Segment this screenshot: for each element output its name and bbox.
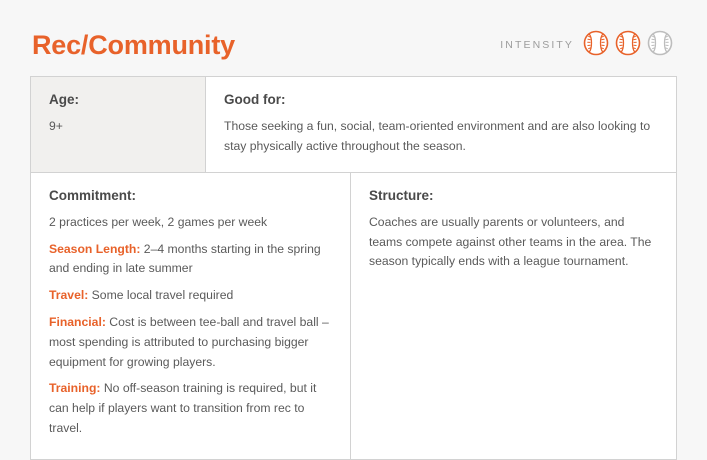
intensity-balls xyxy=(583,30,673,61)
baseball-icon-filled-2 xyxy=(615,30,641,61)
financial-text: Cost is between tee-ball and travel ball – most spending is attributed to purchasing bigger equipment for growing players. xyxy=(49,314,329,369)
cell-age xyxy=(31,77,206,172)
info-table xyxy=(30,76,677,460)
good-for-text: Those seeking a fun, social, team-oriented environment and are also looking to stay physically active throughout the season. xyxy=(224,119,651,153)
commitment-item-travel xyxy=(49,286,333,306)
cell-good-for xyxy=(206,77,676,172)
page-title: Rec/Community xyxy=(32,29,235,60)
baseball-icon-filled-1 xyxy=(583,30,609,61)
good-for-heading: Good for: xyxy=(224,92,286,107)
table-row-top xyxy=(31,77,676,173)
training-text: No off-season training is required, but it can help if players want to transition from rec to travel. xyxy=(49,381,317,435)
season-length-text: 2–4 months starting in the spring and ending in late summer xyxy=(49,241,321,276)
training-label: Training: xyxy=(49,381,101,396)
commitment-item-financial xyxy=(49,313,333,372)
travel-text: Some local travel required xyxy=(88,288,234,303)
commitment-item-training xyxy=(49,379,333,438)
cell-commitment xyxy=(31,173,351,459)
season-length-label: Season Length: xyxy=(49,241,141,256)
age-heading: Age: xyxy=(49,92,79,107)
commitment-item-season-length xyxy=(49,240,333,280)
commitment-heading: Commitment: xyxy=(49,187,136,203)
commitment-line-1: 2 practices per week, 2 games per week xyxy=(49,214,268,229)
cell-structure xyxy=(351,173,676,459)
card-header xyxy=(30,22,677,68)
structure-text: Coaches are usually parents or volunteers, and teams compete against other teams in the area. The season typically ends with a league tournament. xyxy=(369,214,652,269)
intensity-meter xyxy=(500,30,677,61)
financial-label: Financial: xyxy=(49,314,106,329)
table-row-bottom xyxy=(31,173,676,459)
age-value: 9+ xyxy=(49,119,63,134)
baseball-icon-empty-3 xyxy=(647,30,673,61)
structure-heading: Structure: xyxy=(369,187,434,203)
travel-label: Travel: xyxy=(49,288,89,303)
intensity-label: INTENSITY xyxy=(500,39,574,51)
